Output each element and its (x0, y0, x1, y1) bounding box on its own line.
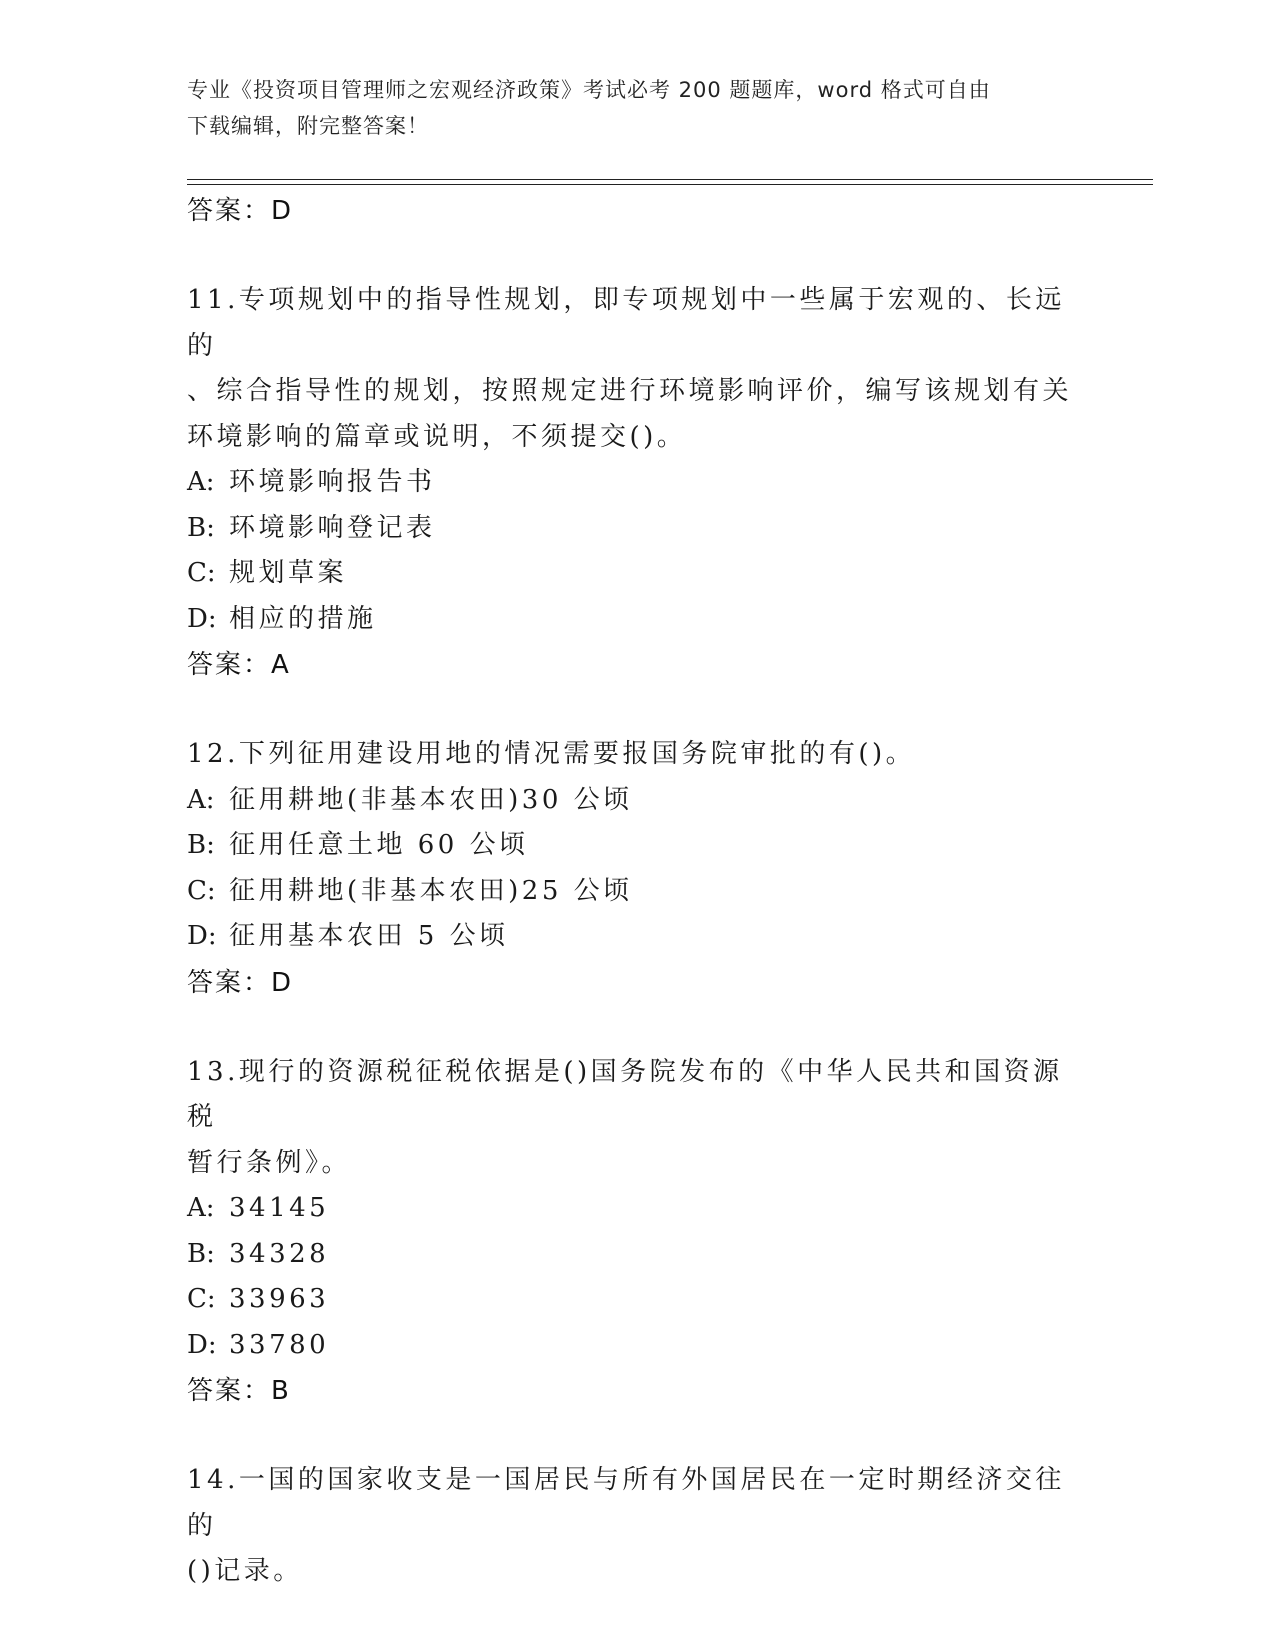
option-b (187, 506, 1087, 552)
answer-value: B (271, 1376, 289, 1406)
option-text: 相应的措施 (229, 603, 377, 634)
option-text: 34328 (229, 1238, 330, 1269)
option-d (187, 1323, 1087, 1369)
question-13 (187, 1050, 1087, 1187)
question-14 (187, 1458, 1087, 1595)
option-text: 33963 (229, 1284, 330, 1314)
question-text-line: 、综合指导性的规划，按照规定进行环境影响评价，编写该规划有关 (187, 376, 1073, 406)
answer-value: A (271, 650, 289, 680)
option-text: 征用耕地(非基本农田)25 公顷 (229, 875, 633, 906)
option-text: 34145 (229, 1193, 330, 1223)
option-key: D: (187, 921, 217, 951)
question-text-line: 暂行条例》。 (187, 1147, 352, 1178)
header-line-2: 下载编辑，附完整答案！ (187, 114, 429, 138)
option-key: A: (187, 1193, 215, 1223)
option-key: B: (187, 830, 215, 860)
option-b (187, 823, 1087, 869)
question-text-line: 12.下列征用建设用地的情况需要报国务院审批的有()。 (187, 739, 916, 769)
option-text: 征用基本农田 5 公顷 (229, 921, 509, 951)
option-text: 规划草案 (229, 558, 348, 588)
option-b (187, 1232, 1087, 1278)
page-header (187, 72, 1067, 144)
question-text-line: 11.专项规划中的指导性规划，即专项规划中一些属于宏观的、长远的 (187, 285, 1065, 361)
answer-13 (187, 1368, 1087, 1414)
header-rule-bottom (187, 184, 1153, 185)
option-d (187, 914, 1087, 960)
option-key: A: (187, 467, 215, 497)
option-c (187, 1277, 1087, 1323)
option-key: D: (187, 1329, 217, 1360)
question-list (187, 188, 1087, 1595)
answer-label: 答案： (187, 1376, 272, 1406)
answer-value: D (271, 967, 292, 998)
option-key: B: (187, 1238, 215, 1269)
question-11 (187, 278, 1087, 460)
answer-label: 答案： (187, 650, 272, 680)
question-text-line: 14.一国的国家收支是一国居民与所有外国居民在一定时期经济交往的 (187, 1465, 1065, 1541)
option-text: 征用任意土地 60 公顷 (229, 830, 529, 860)
option-text: 环境影响报告书 (229, 467, 436, 497)
answer-value: D (271, 196, 292, 226)
header-line-1: 专业《投资项目管理师之宏观经济政策》考试必考 200 题题库，word 格式可自由 (187, 78, 991, 102)
option-a (187, 1186, 1087, 1232)
answer-11 (187, 642, 1087, 688)
option-c (187, 869, 1087, 915)
question-text-line: 环境影响的篇章或说明，不须提交()。 (187, 421, 687, 452)
option-a (187, 460, 1087, 506)
option-key: C: (187, 558, 216, 588)
option-a (187, 778, 1087, 824)
header-rule-top (187, 179, 1153, 180)
answer-label: 答案： (187, 967, 272, 998)
answer-12 (187, 960, 1087, 1006)
answer-label: 答案： (187, 196, 272, 226)
option-key: B: (187, 512, 215, 543)
option-key: A: (187, 784, 215, 815)
option-text: 33780 (229, 1329, 330, 1360)
option-c (187, 551, 1087, 597)
option-text: 环境影响登记表 (229, 512, 436, 543)
answer-prev (187, 188, 1087, 234)
option-text: 征用耕地(非基本农田)30 公顷 (229, 784, 633, 815)
option-d (187, 597, 1087, 643)
question-text-line: 13.现行的资源税征税依据是()国务院发布的《中华人民共和国资源税 (187, 1056, 1063, 1132)
option-key: C: (187, 1284, 216, 1314)
question-12 (187, 732, 1087, 778)
option-key: C: (187, 875, 216, 906)
question-text-line: ()记录。 (187, 1556, 303, 1586)
option-key: D: (187, 603, 217, 634)
